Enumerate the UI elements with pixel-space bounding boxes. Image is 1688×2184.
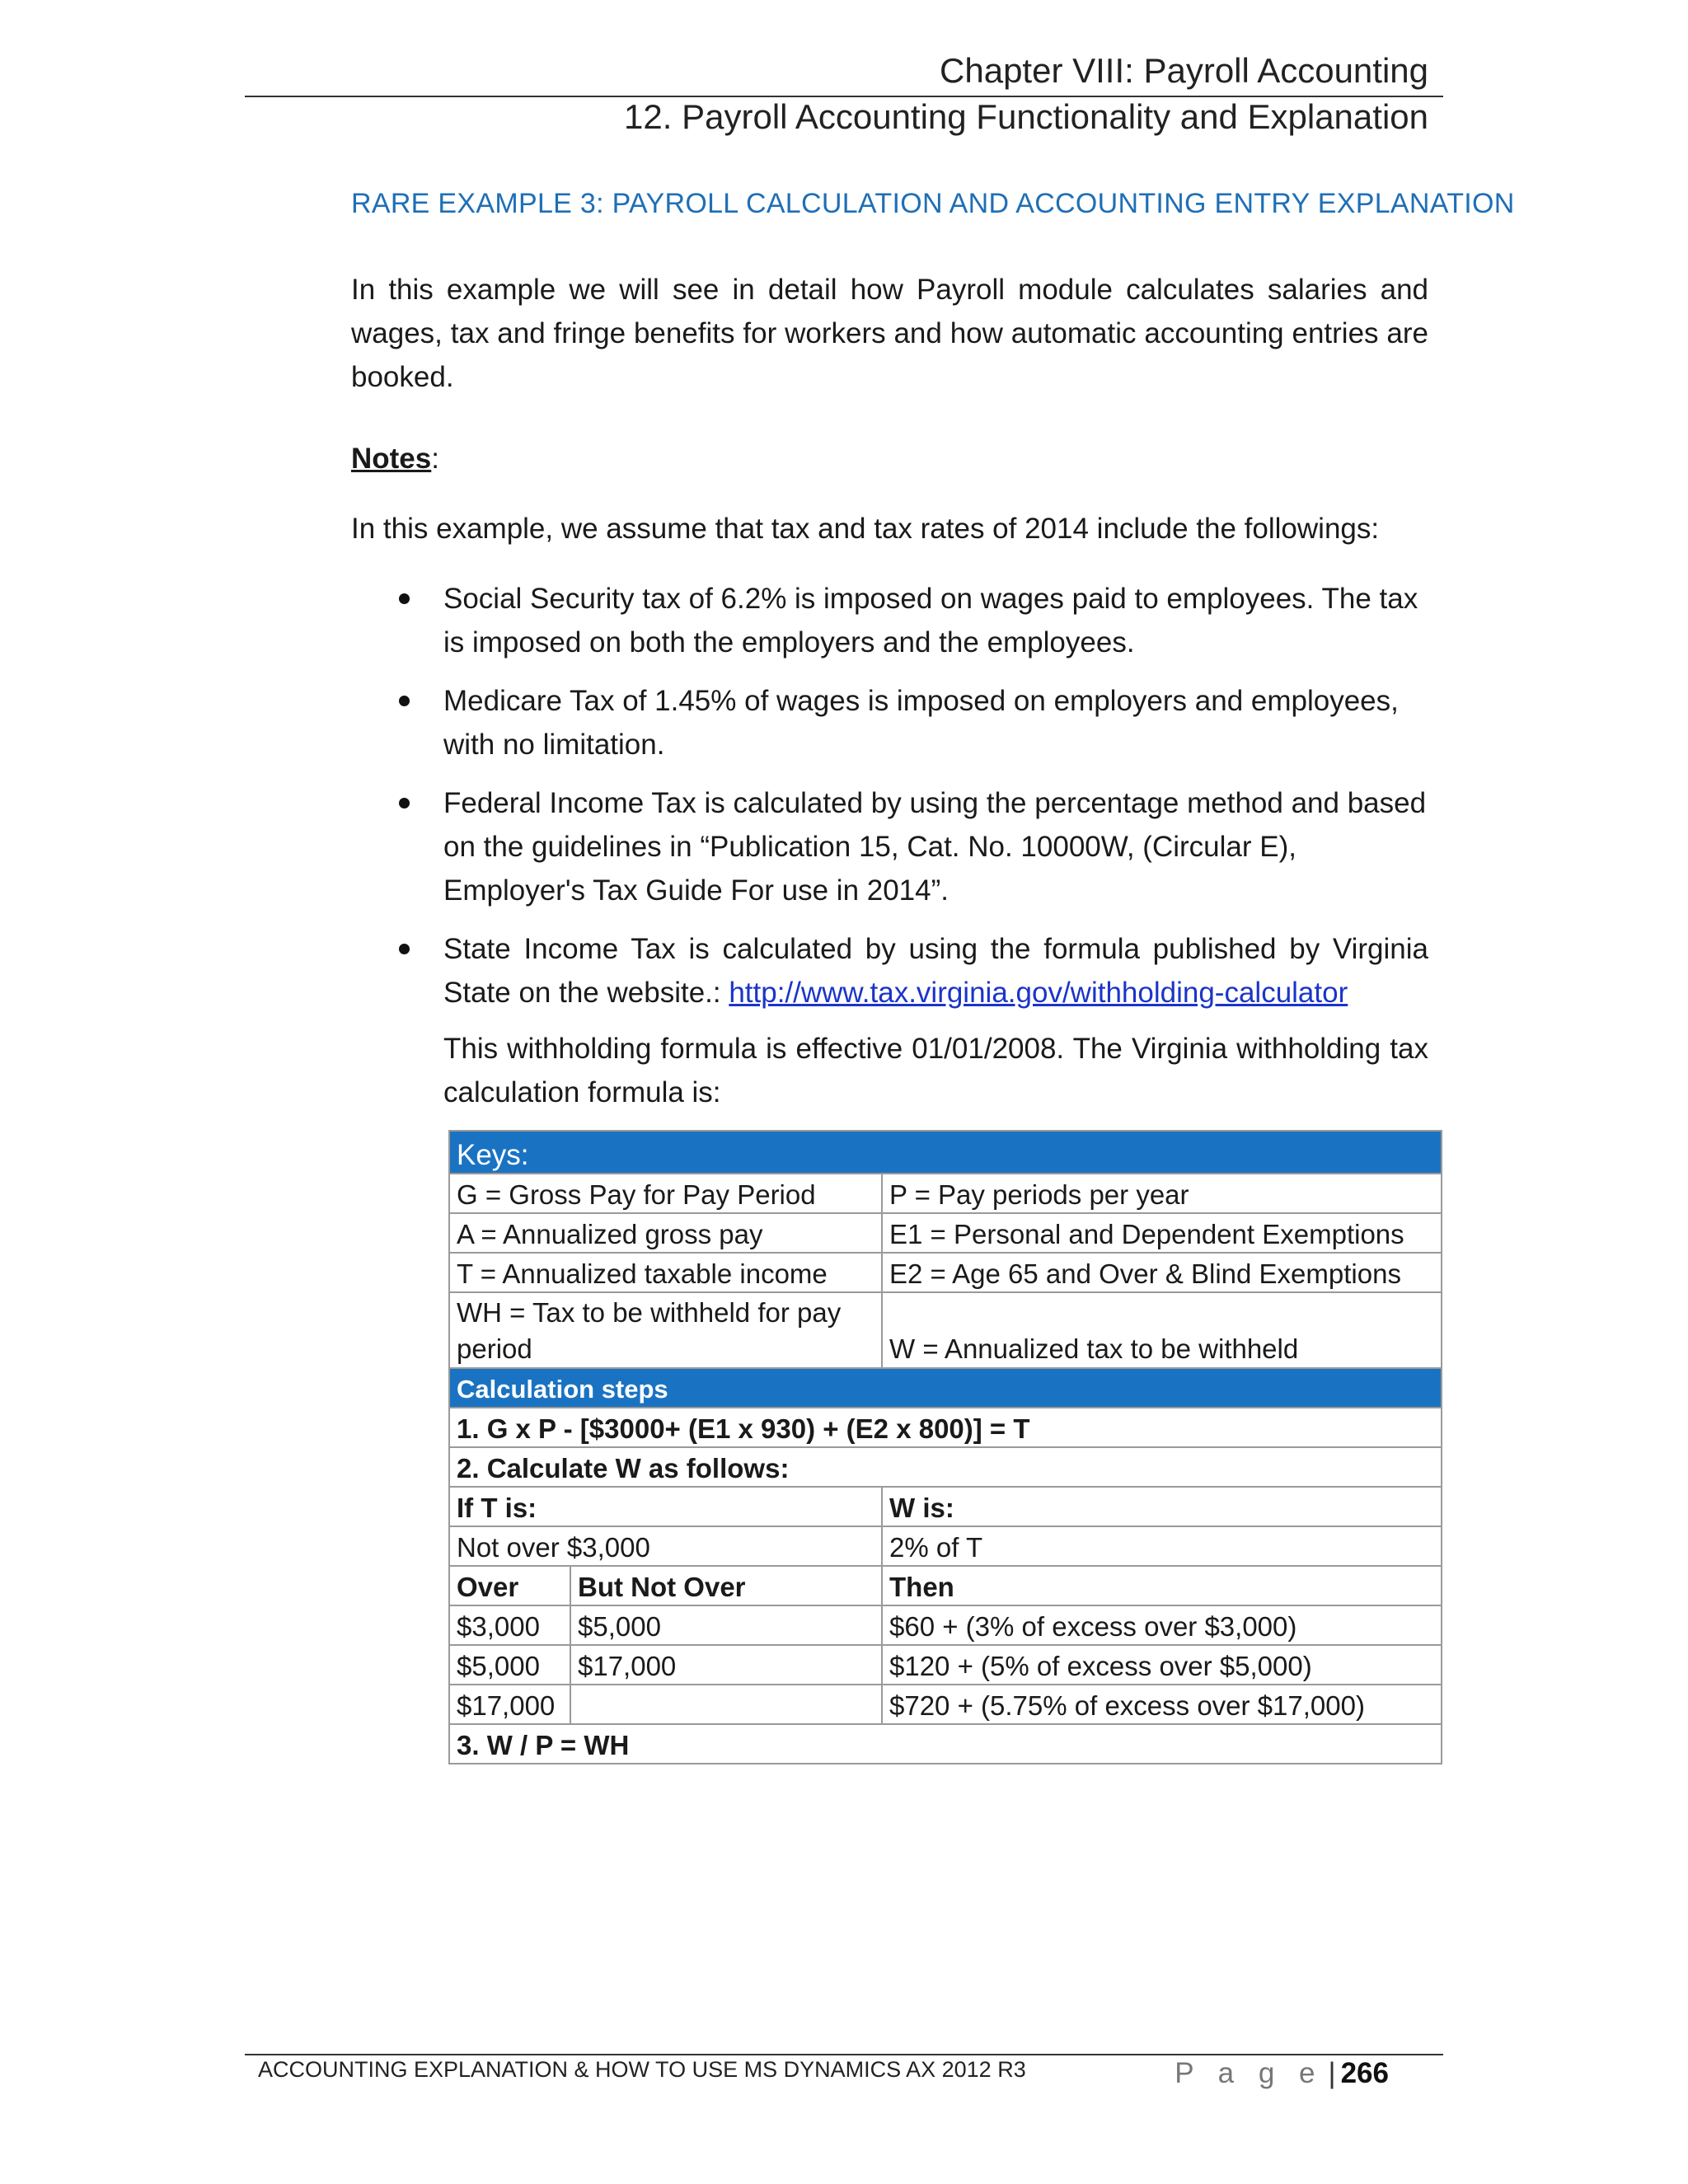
list-item [394,577,1428,664]
bullet-text: Federal Income Tax is calculated by using the percentage method and based on the guidelines in “Publication 15, Cat. No. 10000W, (Circular E), Employer's Tax Guide For use in 2014”. [443,787,1427,907]
notes-label [351,437,1428,480]
keys-header: Keys: [449,1131,1442,1174]
bullet-text: Medicare Tax of 1.45% of wages is imposed on employers and employees, with no limitation. [443,685,1399,761]
chapter-title: Chapter VIII: Payroll Accounting [940,51,1428,90]
table-cell: E2 = Age 65 and Over & Blind Exemptions [882,1253,1442,1292]
table-cell: E1 = Personal and Dependent Exemptions [882,1213,1442,1253]
table-cell: $720 + (5.75% of excess over $17,000) [882,1685,1442,1724]
step-1: 1. G x P - [$3000+ (E1 x 930) + (E2 x 800)] = T [449,1408,1442,1447]
table-cell: But Not Over [570,1566,882,1605]
table-row [449,1605,1442,1645]
notes-colon: : [431,443,439,475]
tax-bullet-list [394,577,1428,1029]
table-row [449,1487,1442,1526]
table-row [449,1174,1442,1213]
table-row [449,1253,1442,1292]
bullet-icon [399,593,410,604]
calculation-steps-header: Calculation steps [449,1368,1442,1408]
page-number: 266 [1340,2057,1389,2089]
table-row [449,1447,1442,1487]
table-cell: W is: [882,1487,1442,1526]
table-cell: $5,000 [449,1645,570,1685]
section-title: 12. Payroll Accounting Functionality and Explanation [624,97,1428,136]
table-row [449,1526,1442,1566]
step-3: 3. W / P = WH [449,1724,1442,1764]
table-row [449,1292,1442,1368]
table-row [449,1645,1442,1685]
list-item [394,781,1428,912]
withholding-calculator-link[interactable]: http://www.tax.virginia.gov/withholding-calculator [729,977,1348,1009]
table-row [449,1131,1442,1174]
table-cell: Over [449,1566,570,1605]
table-cell: If T is: [449,1487,882,1526]
footer-book-title: ACCOUNTING EXPLANATION & HOW TO USE MS DYNAMICS AX 2012 R3 [258,2057,1026,2082]
bullet-icon [399,798,410,808]
step-2: 2. Calculate W as follows: [449,1447,1442,1487]
table-cell: A = Annualized gross pay [449,1213,882,1253]
withholding-formula-table [448,1130,1442,1765]
table-cell: Not over $3,000 [449,1526,882,1566]
table-row [449,1566,1442,1605]
list-item [394,927,1428,1015]
notes-label-text: Notes [351,443,432,475]
footer-divider [245,2054,1443,2055]
table-cell: G = Gross Pay for Pay Period [449,1174,882,1213]
bullet-icon [399,944,410,954]
table-cell: T = Annualized taxable income [449,1253,882,1292]
bullet-icon [399,696,410,706]
page-number-block [1175,2057,1389,2090]
page-word: P a g e [1175,2057,1324,2089]
table-row [449,1368,1442,1408]
table-cell: P = Pay periods per year [882,1174,1442,1213]
table-row [449,1685,1442,1724]
bullet-text: Social Security tax of 6.2% is imposed on wages paid to employees. The tax is imposed on both the employers and the employees. [443,583,1418,658]
formula-intro-paragraph: This withholding formula is effective 01/01/2008. The Virginia withholding tax calculation formula is: [443,1033,1428,1108]
table-cell [570,1685,882,1724]
table-cell: W = Annualized tax to be withheld [882,1292,1442,1368]
table-cell: $17,000 [449,1685,570,1724]
table-cell: $5,000 [570,1605,882,1645]
table-cell: 2% of T [882,1526,1442,1566]
table-cell: $120 + (5% of excess over $5,000) [882,1645,1442,1685]
bullet-text: State Income Tax is calculated by using the formula published by Virginia State on the website.: [443,933,1428,1009]
intro-paragraph: In this example we will see in detail how Payroll module calculates salaries and wages, tax and fringe benefits for workers and how automatic accounting entries are booked. [351,274,1428,393]
page-separator: | [1328,2057,1336,2089]
table-cell: $3,000 [449,1605,570,1645]
table-row [449,1724,1442,1764]
assumption-paragraph: In this example, we assume that tax and tax rates of 2014 include the followings: [351,513,1380,545]
table-row [449,1408,1442,1447]
list-item [394,679,1428,766]
table-row [449,1213,1442,1253]
table-cell: $17,000 [570,1645,882,1685]
table-cell: Then [882,1566,1442,1605]
table-cell: WH = Tax to be withheld for pay period [449,1292,882,1368]
example-heading: RARE EXAMPLE 3: PAYROLL CALCULATION AND ACCOUNTING ENTRY EXPLANATION [351,188,1515,219]
table-cell: $60 + (3% of excess over $3,000) [882,1605,1442,1645]
